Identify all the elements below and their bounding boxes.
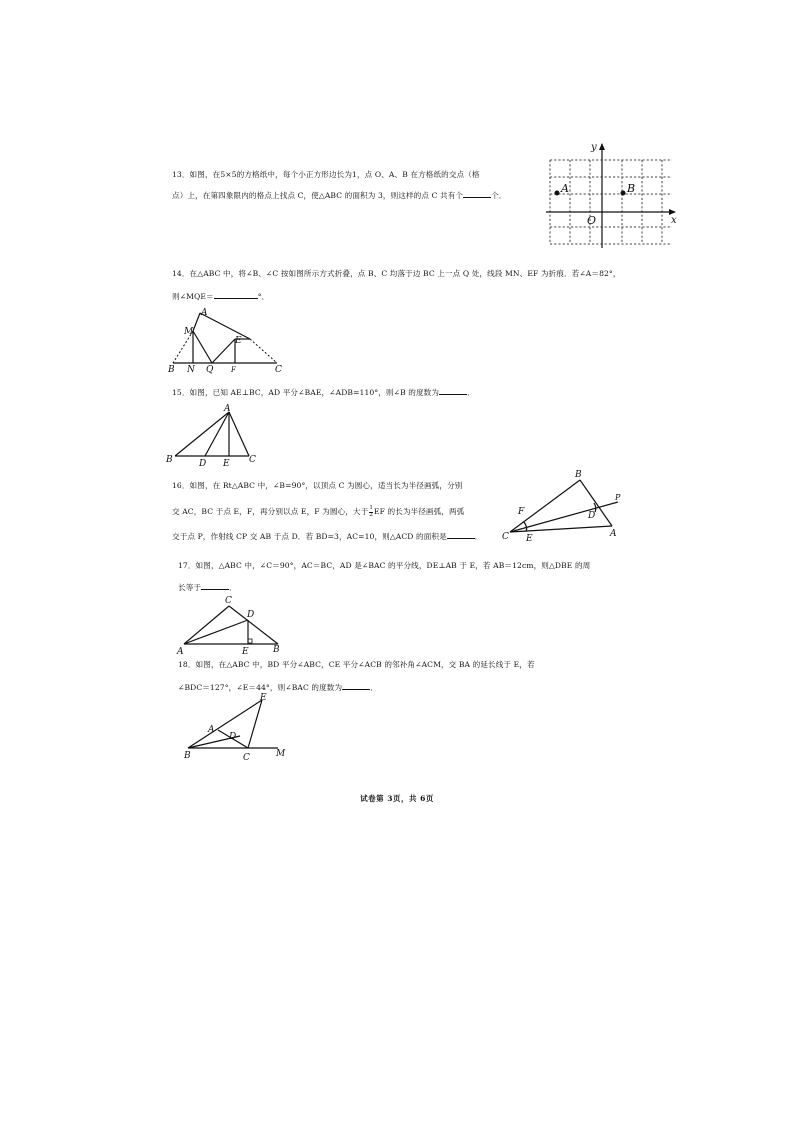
q17-label-b: B xyxy=(273,645,280,654)
q13-label-x: x xyxy=(671,215,677,226)
q17-text-end: ． xyxy=(229,583,237,592)
q14-line2 xyxy=(172,291,269,301)
q14-text-end: °． xyxy=(257,292,270,301)
q13-figure-grid xyxy=(540,140,680,250)
q13-line1: 13．如图，在5×5的方格纸中，每个小正方形边长为1，点 O、A、B 在方格纸的交点（格 xyxy=(172,170,480,179)
q16-text-3: 交于点 P，作射线 CP 交 AB 于点 D．若 BD=3，AC=10，则△ACD 的面积是 xyxy=(172,532,447,541)
q16-label-e: E xyxy=(526,534,533,544)
q17-label-a: A xyxy=(177,647,184,654)
q13-label-b: B xyxy=(627,182,636,195)
q16-line3 xyxy=(172,531,482,541)
q18-line1: 18．如图，在△ABC 中，BD 平分∠ABC，CE 平分∠ACB 的邻补角∠ACM，交 BA 的延长线于 E，若 xyxy=(178,660,535,669)
q14-label-m: M xyxy=(184,327,194,337)
q16-label-d: D xyxy=(588,511,596,521)
q17-label-c: C xyxy=(225,596,232,606)
q13-y-arrow-icon xyxy=(599,143,605,150)
q14-answer-blank[interactable] xyxy=(214,291,258,299)
q13-label-a: A xyxy=(561,182,569,195)
q16-line2 xyxy=(172,506,464,518)
q14-label-c: C xyxy=(275,365,282,375)
q13-point-a xyxy=(555,191,560,196)
q13-grid-lines xyxy=(550,160,672,244)
q15-figure-triangle xyxy=(163,400,263,468)
q16-figure-triangle xyxy=(498,466,628,544)
q14-label-f: F xyxy=(231,366,236,374)
q14-label-n: N xyxy=(187,365,195,375)
q17-text: 长等于 xyxy=(178,583,202,592)
q15-label-a: A xyxy=(224,404,231,414)
q15-text: 15．如图，已知 AE⊥BC，AD 平分∠BAE，∠ADB=110°，则∠B 的度数为 xyxy=(172,388,440,397)
q16-line1: 16．如图，在 Rt△ABC 中，∠B=90°，以顶点 C 为圆心，适当长为半径画弧，分别 xyxy=(172,481,463,490)
q16-text-2: EF 的长为半径画弧，两弧 xyxy=(373,507,465,516)
q13-line2 xyxy=(172,190,506,200)
q16-text-end: ． xyxy=(474,532,483,541)
q16-label-a: A xyxy=(610,529,617,539)
q13-answer-blank[interactable] xyxy=(463,190,491,198)
q14-label-b: B xyxy=(168,365,175,375)
q18-label-b: B xyxy=(184,751,191,761)
q13-text-end: 个． xyxy=(491,191,507,200)
q13-text: 点）上，在第四象限内的格点上找点 C，使△ABC 的面积为 3，则这样的点 C 共有个 xyxy=(172,191,464,200)
q18-label-c: C xyxy=(243,753,250,762)
q14-label-e: E xyxy=(235,336,242,346)
q16-label-c: C xyxy=(502,532,509,542)
q15-line1 xyxy=(172,387,475,397)
q18-text: ∠BDC＝127°，∠E＝44°，则∠BAC 的度数为 xyxy=(178,683,343,692)
q14-figure-triangle xyxy=(165,305,285,375)
q16-label-p: P xyxy=(615,493,621,502)
q14-text: 则∠MQE＝ xyxy=(172,292,214,301)
q13-point-b xyxy=(621,191,626,196)
q17-answer-blank[interactable] xyxy=(201,582,229,590)
q14-label-a: A xyxy=(201,308,208,318)
q13-label-o: O xyxy=(587,214,597,227)
q18-label-d: D xyxy=(229,732,237,742)
q15-label-d: D xyxy=(199,459,207,468)
q15-label-e: E xyxy=(223,459,230,468)
q17-line2 xyxy=(178,582,237,592)
q17-figure-triangle xyxy=(174,592,284,654)
q18-figure-triangle xyxy=(180,690,290,762)
q18-answer-blank[interactable] xyxy=(342,682,370,690)
q16-fraction xyxy=(369,506,373,518)
q18-label-m: M xyxy=(276,749,286,759)
q16-label-f: F xyxy=(518,507,525,517)
q15-label-c: C xyxy=(249,455,256,465)
q14-line1: 14．在△ABC 中，将∠B、∠C 按如图所示方式折叠，点 B、C 均落于边 BC 上一点 Q 处，线段 MN、EF 为折痕．若∠A＝82°， xyxy=(172,269,621,278)
q15-text-end: ． xyxy=(467,388,475,397)
q18-label-e: E xyxy=(260,693,267,703)
q17-line1: 17．如图，△ABC 中，∠C＝90°，AC＝BC，AD 是∠BAC 的平分线，DE⊥AB 于 E，若 AB＝12cm，则△DBE 的周 xyxy=(178,561,591,570)
q16-frac-num: 1 xyxy=(369,505,373,511)
q17-label-d: D xyxy=(247,610,255,620)
q17-label-e: E xyxy=(242,647,249,654)
q16-frac-den: 2 xyxy=(369,511,373,518)
q18-label-a: A xyxy=(208,725,215,735)
q18-text-end: ． xyxy=(370,683,378,692)
q16-answer-blank[interactable] xyxy=(447,531,475,539)
q15-answer-blank[interactable] xyxy=(439,387,467,395)
q16-label-b: B xyxy=(575,470,582,480)
q15-label-b: B xyxy=(166,455,173,465)
q14-label-q: Q xyxy=(206,365,214,375)
page-footer: 试卷第 3页，共 6页 xyxy=(360,794,434,803)
q16-text: 交 AC，BC 于点 E，F，再分别以点 E，F 为圆心，大于 xyxy=(172,507,369,516)
q13-label-y: y xyxy=(591,142,597,153)
